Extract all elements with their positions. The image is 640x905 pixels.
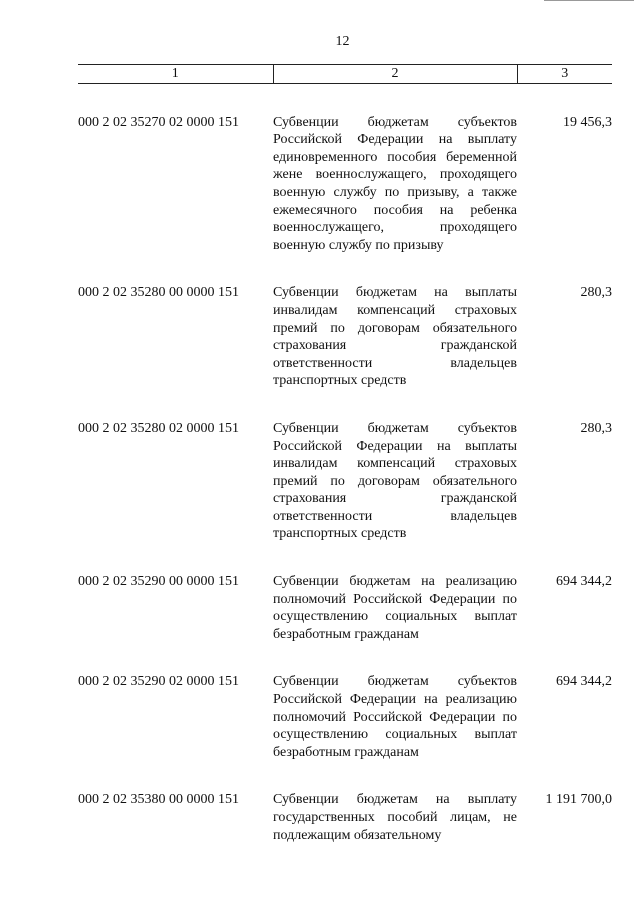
row-amount: 280,3	[580, 285, 612, 301]
column-header-name: 2	[273, 65, 517, 84]
column-header-amount: 3	[517, 65, 612, 84]
row-amount: 19 456,3	[563, 114, 612, 130]
table-row	[78, 284, 612, 390]
row-code: 000 2 02 35290 00 0000 151	[78, 574, 239, 590]
row-amount: 694 344,2	[556, 574, 612, 590]
table-spacer	[78, 543, 612, 573]
row-name: Субвенции бюджетам на выплату государственных пособий лицам, не подлежащим обязательному	[273, 792, 517, 843]
table-spacer	[78, 761, 612, 791]
table-spacer	[78, 254, 612, 284]
table-row	[78, 114, 612, 255]
page-number: 12	[335, 34, 350, 49]
column-header-code: 1	[78, 65, 273, 84]
row-code: 000 2 02 35380 00 0000 151	[78, 792, 239, 808]
row-name: Субвенции бюджетам субъектов Российской Федерации на выплату единовременного пособия беременной жене военнослужащего, проходящего военную службу по призыву, а также ежемесячного пособия на ребенка военнослужащего, проходящего военную службу по призыву	[273, 114, 517, 253]
corner-rule	[544, 0, 634, 1]
table-row	[78, 420, 612, 543]
table-row	[78, 673, 612, 761]
row-name: Субвенции бюджетам субъектов Российской Федерации на выплаты инвалидам компенсаций страховых премий по договорам обязательного страхования гражданской ответственности владельцев транспортных средств	[273, 420, 517, 542]
table-row	[78, 791, 612, 844]
row-code: 000 2 02 35290 02 0000 151	[78, 674, 239, 690]
table-spacer	[78, 643, 612, 673]
row-amount: 694 344,2	[556, 674, 612, 690]
row-name: Субвенции бюджетам на выплаты инвалидам компенсаций страховых премий по договорам обязательного страхования гражданской ответственности владельцев транспортных средств	[273, 285, 517, 389]
table-spacer	[78, 83, 612, 114]
row-code: 000 2 02 35280 02 0000 151	[78, 420, 239, 436]
table-header-row	[78, 65, 612, 84]
row-amount: 280,3	[580, 420, 612, 436]
table-spacer	[78, 390, 612, 420]
row-code: 000 2 02 35280 00 0000 151	[78, 285, 239, 301]
row-name: Субвенции бюджетам субъектов Российской Федерации на реализацию полномочий Российской Федерации по осуществлению социальных выплат безработным гражданам	[273, 674, 517, 760]
row-code: 000 2 02 35270 02 0000 151	[78, 114, 239, 130]
table-row	[78, 573, 612, 643]
row-amount: 1 191 700,0	[545, 792, 612, 808]
row-name: Субвенции бюджетам на реализацию полномочий Российской Федерации по осуществлению социальных выплат безработным гражданам	[273, 574, 517, 642]
budget-table	[78, 64, 612, 844]
